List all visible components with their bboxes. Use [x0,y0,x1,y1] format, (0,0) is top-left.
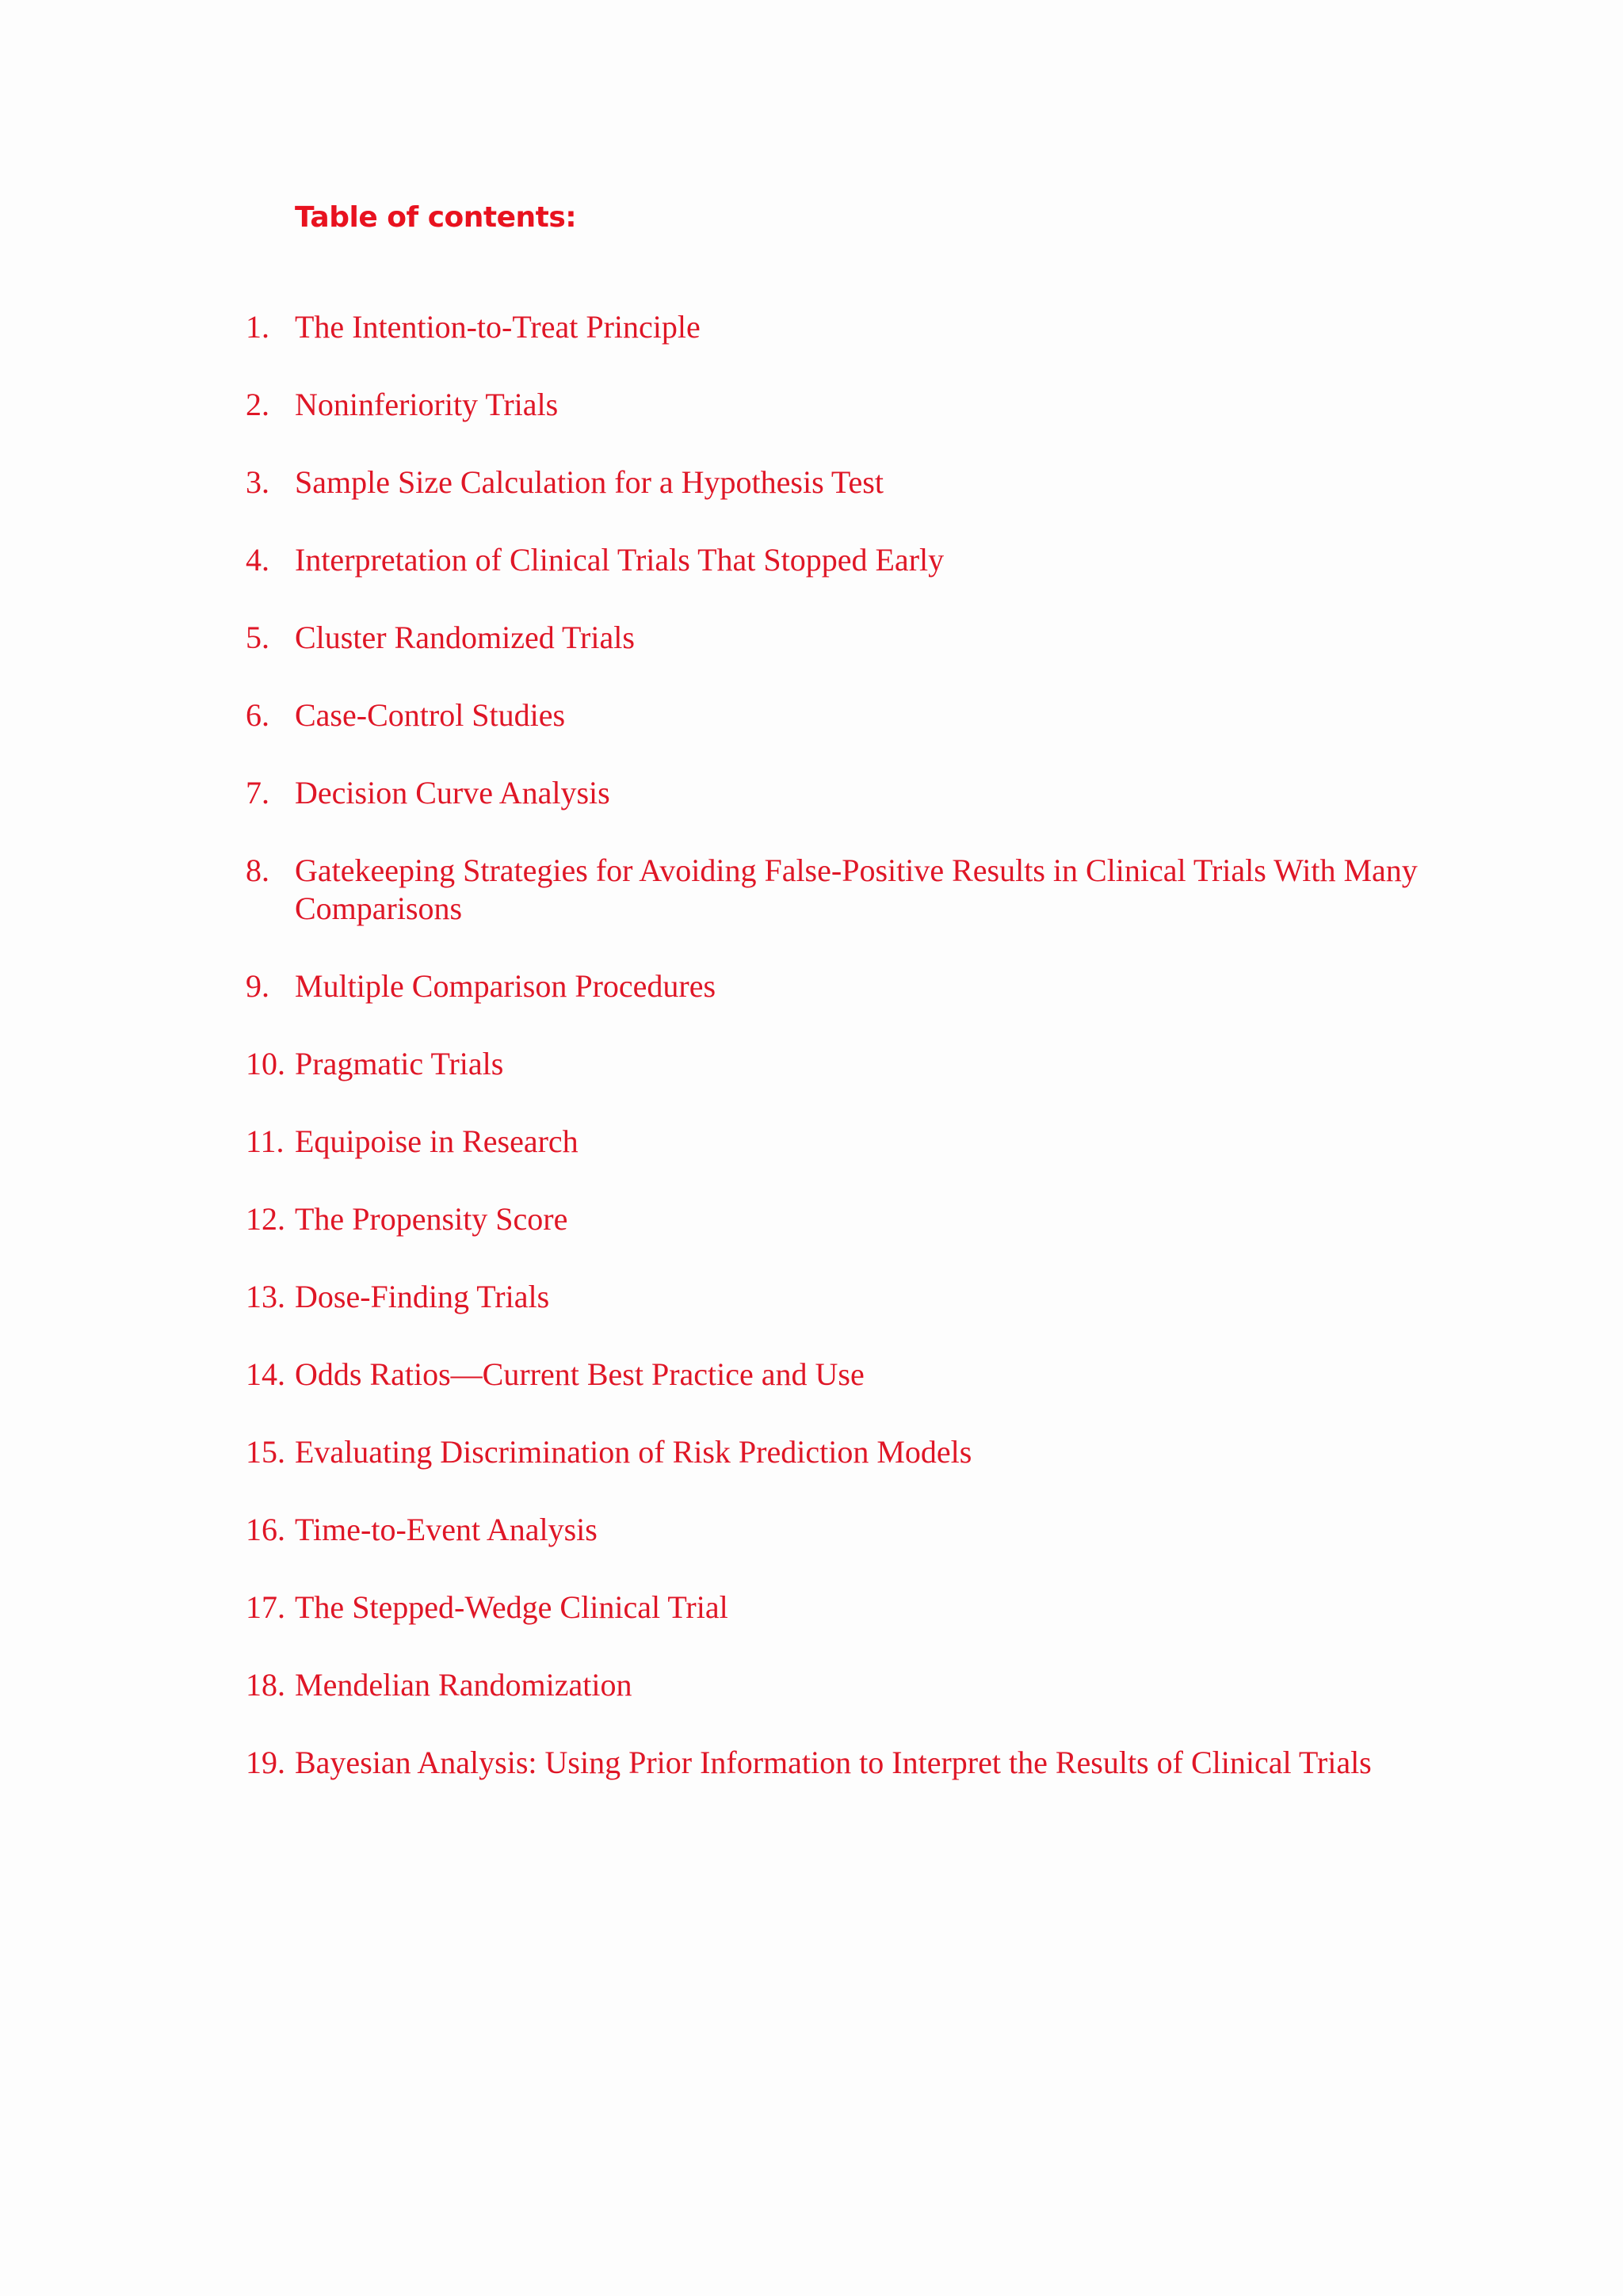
toc-entry-10 [246,1045,1434,1083]
toc-entry-4 [246,541,1434,579]
toc-entry-number: 3. [246,464,269,500]
toc-entry-title: Sample Size Calculation for a Hypothesis Test [295,464,884,500]
toc-entry-title: Mendelian Randomization [295,1667,632,1703]
toc-entry-title: The Stepped-Wedge Clinical Trial [295,1589,728,1625]
toc-entry-19 [246,1744,1434,1782]
toc-entry-number: 4. [246,542,269,578]
toc-entry-title: Odds Ratios—Current Best Practice and Use [295,1356,865,1392]
toc-entry-13 [246,1278,1434,1316]
toc-entry-number: 6. [246,697,269,733]
toc-entry-title: Time-to-Event Analysis [295,1512,598,1547]
toc-entry-title: Cluster Randomized Trials [295,620,635,655]
toc-entry-6 [246,696,1434,734]
toc-entry-11 [246,1123,1434,1161]
toc-entry-9 [246,967,1434,1005]
toc-entry-12 [246,1200,1434,1238]
toc-entry-17 [246,1589,1434,1627]
toc-entry-number: 5. [246,620,269,655]
toc-entry-number: 14. [246,1356,285,1392]
toc-entry-number: 1. [246,309,269,345]
toc-entry-title: Noninferiority Trials [295,387,559,422]
toc-entry-1 [246,308,1434,346]
toc-entry-7 [246,774,1434,812]
toc-entry-title: Gatekeeping Strategies for Avoiding False-Positive Results in Clinical Trials With Many Comparisons [295,852,1418,926]
toc-entry-title: Pragmatic Trials [295,1046,504,1081]
toc-entry-title: Equipoise in Research [295,1123,579,1159]
toc-entry-title: The Intention-to-Treat Principle [295,309,701,345]
toc-entry-16 [246,1511,1434,1549]
toc-entry-number: 15. [246,1434,285,1470]
toc-list [246,308,1434,1821]
toc-entry-number: 17. [246,1589,285,1625]
toc-entry-number: 16. [246,1512,285,1547]
toc-entry-number: 9. [246,968,269,1004]
toc-entry-title: Interpretation of Clinical Trials That Stopped Early [295,542,945,578]
toc-entry-title: Case-Control Studies [295,697,566,733]
toc-entry-number: 19. [246,1745,285,1780]
toc-entry-5 [246,619,1434,657]
toc-entry-14 [246,1356,1434,1394]
toc-entry-number: 10. [246,1046,285,1081]
toc-entry-18 [246,1666,1434,1704]
toc-entry-number: 8. [246,852,269,888]
toc-entry-title: Bayesian Analysis: Using Prior Information to Interpret the Results of Clinical Trials [295,1745,1372,1780]
toc-entry-8 [246,852,1434,928]
toc-entry-number: 18. [246,1667,285,1703]
toc-entry-title: Multiple Comparison Procedures [295,968,716,1004]
toc-entry-number: 7. [246,775,269,810]
toc-entry-2 [246,386,1434,424]
toc-heading: Table of contents: [295,201,577,234]
toc-entry-title: The Propensity Score [295,1201,568,1237]
toc-entry-title: Decision Curve Analysis [295,775,610,810]
toc-entry-number: 2. [246,387,269,422]
toc-entry-number: 11. [246,1123,285,1159]
toc-entry-title: Dose-Finding Trials [295,1279,550,1314]
toc-entry-3 [246,463,1434,502]
toc-entry-number: 13. [246,1279,285,1314]
toc-entry-title: Evaluating Discrimination of Risk Prediction Models [295,1434,972,1470]
toc-entry-number: 12. [246,1201,285,1237]
toc-entry-15 [246,1433,1434,1471]
